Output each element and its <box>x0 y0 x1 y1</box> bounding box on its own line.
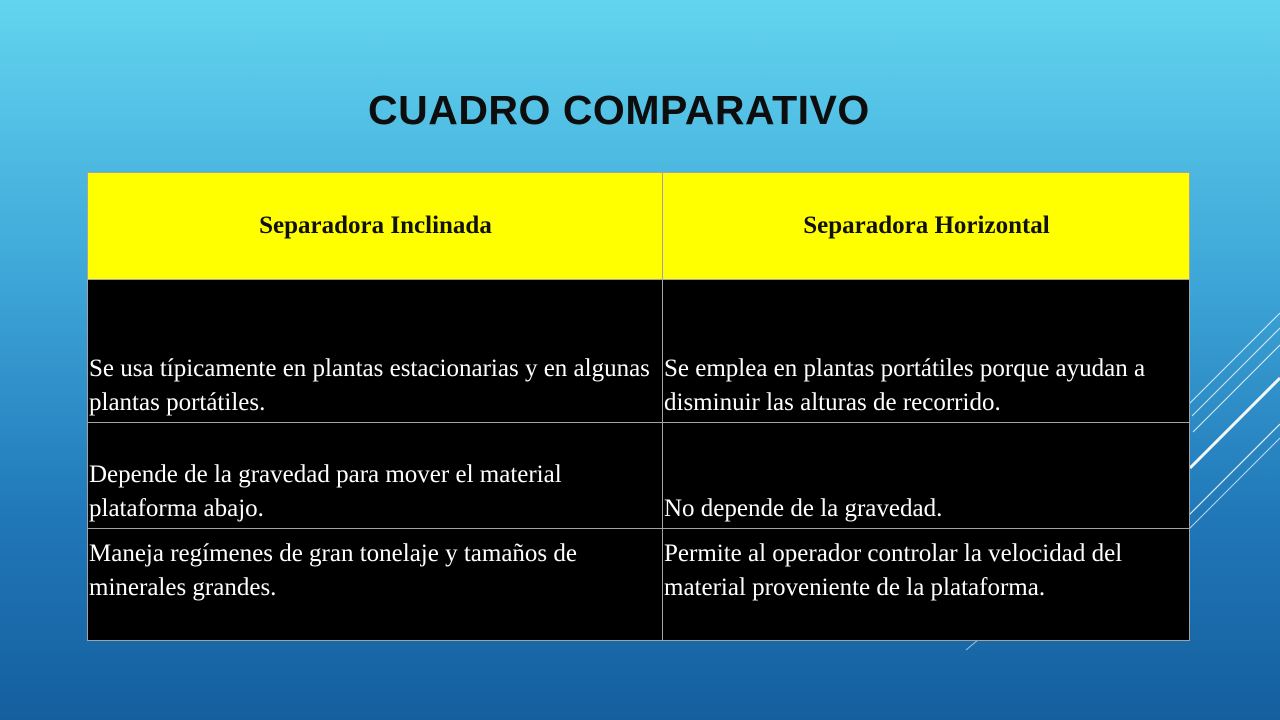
table-row <box>88 529 1190 641</box>
header-separadora-horizontal: Separadora Horizontal <box>663 173 1190 280</box>
deco-line-4 <box>1190 378 1280 468</box>
deco-line-3 <box>1193 345 1280 432</box>
table-cell: Se emplea en plantas portátiles porque ayudan a disminuir las alturas de recorrido. <box>663 280 1190 423</box>
deco-line-1 <box>1188 313 1280 405</box>
header-separadora-inclinada: Separadora Inclinada <box>88 173 663 280</box>
table-row <box>88 280 1190 423</box>
deco-line-2 <box>1192 328 1280 416</box>
deco-line-5 <box>1189 424 1280 515</box>
slide-title: CUADRO COMPARATIVO <box>368 87 870 133</box>
table-cell: No depende de la gravedad. <box>663 423 1190 529</box>
table-cell: Permite al operador controlar la velocidad del material proveniente de la plataforma. <box>663 529 1190 641</box>
table-cell: Se usa típicamente en plantas estacionarias y en algunas plantas portátiles. <box>88 280 663 423</box>
deco-line-6 <box>1189 438 1280 529</box>
table-row <box>88 423 1190 529</box>
table-cell: Maneja regímenes de gran tonelaje y tamaños de minerales grandes. <box>88 529 663 641</box>
table-cell: Depende de la gravedad para mover el material plataforma abajo. <box>88 423 663 529</box>
table-header-row <box>88 173 1190 280</box>
comparison-table <box>87 172 1190 641</box>
